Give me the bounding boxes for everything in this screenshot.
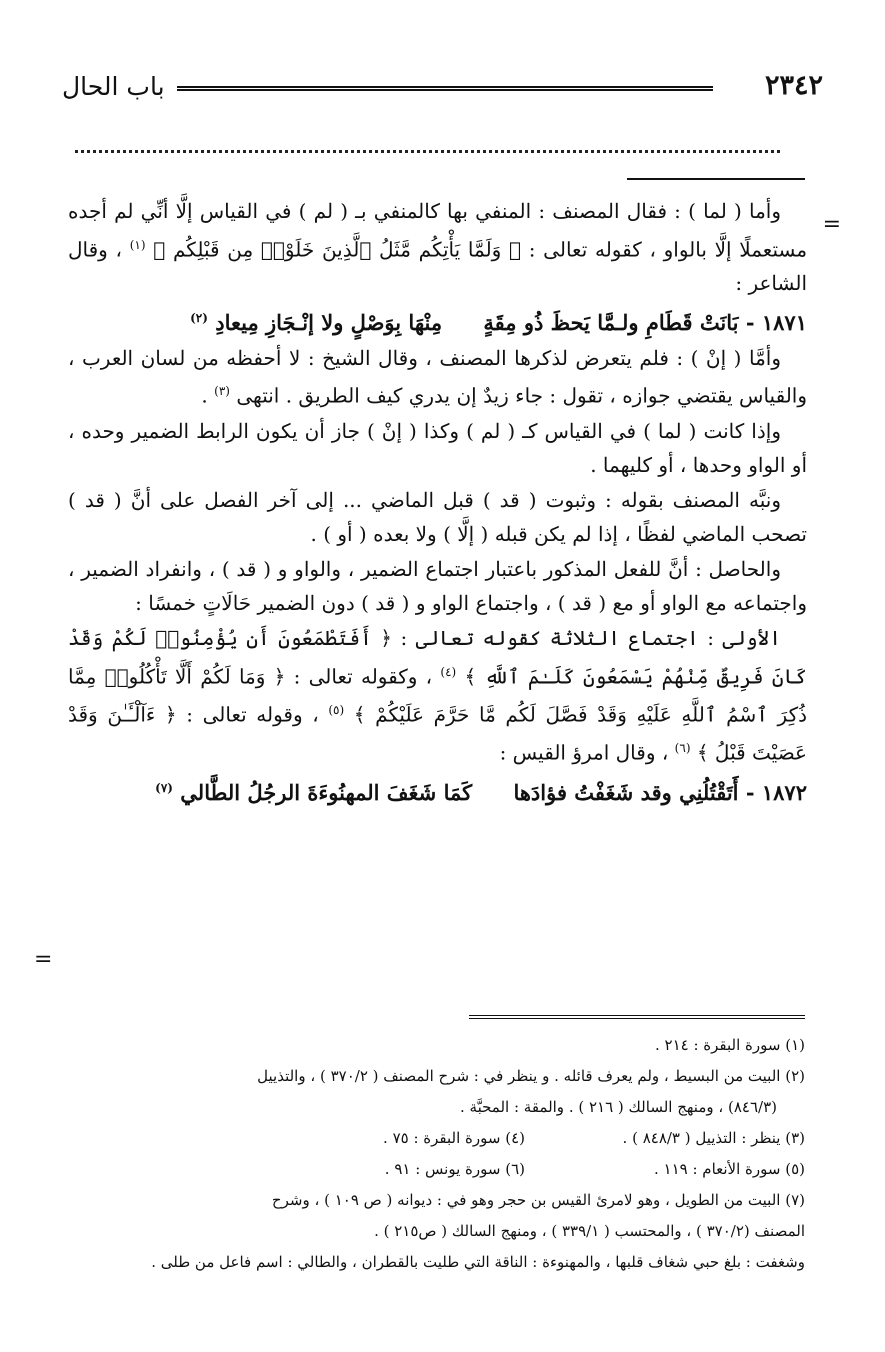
header-rule	[177, 86, 713, 91]
footnote-1: (١) سورة البقرة : ٢١٤ .	[654, 1036, 805, 1054]
footnotes	[66, 1030, 805, 1278]
footnote-ref: (١)	[129, 237, 146, 252]
footnote-5: (٥) سورة الأنعام : ١١٩ .	[653, 1160, 805, 1178]
footnote-ref: (٢)	[190, 311, 208, 326]
paragraph: وأمَّا ( إنْ ) : فلم يتعرض لذكرها المصنف ، وقال الشيخ : لا أحفظه من لسان العرب ، والقياس يقتضي جوازه ، تقول : جاء زيدٌ إن يدري كيف الطريق . انتهى $^{(٣)}$ .	[68, 345, 807, 408]
footnote-2: (٢) البيت من البسيط ، ولم يعرف قائله . و ينظر في : شرح المصنف ( ٣٧٠/٢ ) ، والتذييل	[257, 1067, 805, 1085]
footnote-row	[66, 1154, 805, 1185]
paragraph: ونبَّه المصنف بقوله : وثبوت ( قد ) قبل الماضي ... إلى آخر الفصل على أنَّ ( قد ) تصحب الماضي لفظًا ، إذا لم يكن قبله ( إلَّا ) ولا بعده ( أو ) .	[68, 488, 807, 546]
footnote-ref: (٧)	[155, 781, 173, 796]
footnote-ref: (٣)	[214, 384, 230, 399]
margin-mark-top: =	[822, 212, 841, 237]
page-number: ٢٣٤٢	[764, 70, 823, 101]
page-header	[62, 70, 823, 110]
margin-mark-bottom: =	[34, 947, 53, 972]
dotted-separator	[75, 150, 780, 153]
footnote-8: وشغفت : بلغ حبي شغاف قلبها ، والمهنوءة : الناقة التي طليت بالقطران ، والطالي : اسم فاعل من طلى .	[151, 1253, 805, 1271]
footnote-4: (٤) سورة البقرة : ٧٥ .	[383, 1129, 525, 1147]
footnote-6: (٦) سورة يونس : ٩١ .	[384, 1160, 525, 1178]
section-rule	[627, 178, 805, 180]
paragraph: وإذا كانت ( لما ) في القياس كـ ( لم ) وكذا ( إنْ ) جاز أن يكون الرابط الضمير وحده ، أو الواو وحدها ، أو كليهما .	[68, 419, 807, 477]
footnote-rule	[469, 1015, 805, 1019]
footnote-2-cont: (٨٤٦/٣) ، ومنهج السالك ( ٢١٦ ) . والمقة : المحبَّة .	[459, 1098, 777, 1116]
main-text	[68, 195, 807, 812]
footnote-7: (٧) البيت من الطويل ، وهو لامرئ القيس بن حجر وهو في : ديوانه ( ص ١٠٩ ) ، وشرح	[271, 1191, 805, 1209]
verse-1872: ١٨٧٢ - أَتَقْتُلُنِي وقد شَغَفْتُ فؤادَها كَمَا شَغَفَ المهنُوءَةَ الرجُلُ الطَّالي $^{(٧)}$	[155, 780, 807, 806]
footnote-ref: (٦)	[674, 741, 691, 756]
paragraph: والحاصل : أنَّ للفعل المذكور باعتبار اجتماع الضمير ، والواو و ( قد ) ، وانفراد الضمير ، واجتماعه مع الواو أو مع ( قد ) ، واجتماع الواو و ( قد ) دون الضمير حَالَاتٍ خمسًا :	[68, 557, 807, 615]
footnote-ref: (٤)	[440, 664, 457, 679]
verse-1871: ١٨٧١ - بَانَتْ قَطَامِ ولـمَّا يَحظَ ذُو مِقَةٍ مِنْهَا بِوَصْلٍ ولا إنْـجَازِ مِيعادِ $^{(٢)}$	[190, 310, 807, 336]
footnote-row	[66, 1123, 805, 1154]
paragraph: الأولى : اجتماع الثلاثة كقوله تعالى : ﴿ أَفَتَطْمَعُونَ أَن يُؤْمِنُوا۟ لَكُمْ وَقَدْ كَانَ فَرِيقٌ مِّنْهُمْ يَسْمَعُونَ كَلَـٰمَ ٱللَّهِ ﴾ $^{(٤)}$ ، وكقوله تعالى : ﴿ وَمَا لَكُمْ أَلَّا تَأْكُلُوا۟ مِمَّا ذُكِرَ ٱسْمُ ٱللَّهِ عَلَيْهِ وَقَدْ فَصَّلَ لَكُم مَّا حَرَّمَ عَلَيْكُمْ ﴾ $^{(٥)}$ ، وقوله تعالى : ﴿ ءَآلْـَٔـٰنَ وَقَدْ عَصَيْتَ قَبْلُ ﴾ $^{(٦)}$ ، وقال امرؤ القيس :	[68, 626, 808, 765]
chapter-title: باب الحال	[62, 72, 165, 101]
paragraph: وأما ( لما ) : فقال المصنف : المنفي بها كالمنفي بـ ( لم ) في القياس إلَّا أنِّي لم أجده مستعملًا إلَّا بالواو ، كقوله تعالى : ﴿ وَلَمَّا يَأْتِكُم مَّثَلُ ٱلَّذِينَ خَلَوْا۟ مِن قَبْلِكُم ﴾ $^{(١)}$ ، وقال الشاعر :	[68, 199, 808, 295]
footnote-ref: (٥)	[328, 702, 345, 717]
footnote-7-cont: المصنف (٣٧٠/٢ ) ، والمحتسب ( ٣٣٩/١ ) ، ومنهج السالك ( ص٢١٥ ) .	[374, 1222, 805, 1240]
footnote-3: (٣) ينظر : التذييل ( ٨٤٨/٣ ) .	[622, 1129, 805, 1147]
